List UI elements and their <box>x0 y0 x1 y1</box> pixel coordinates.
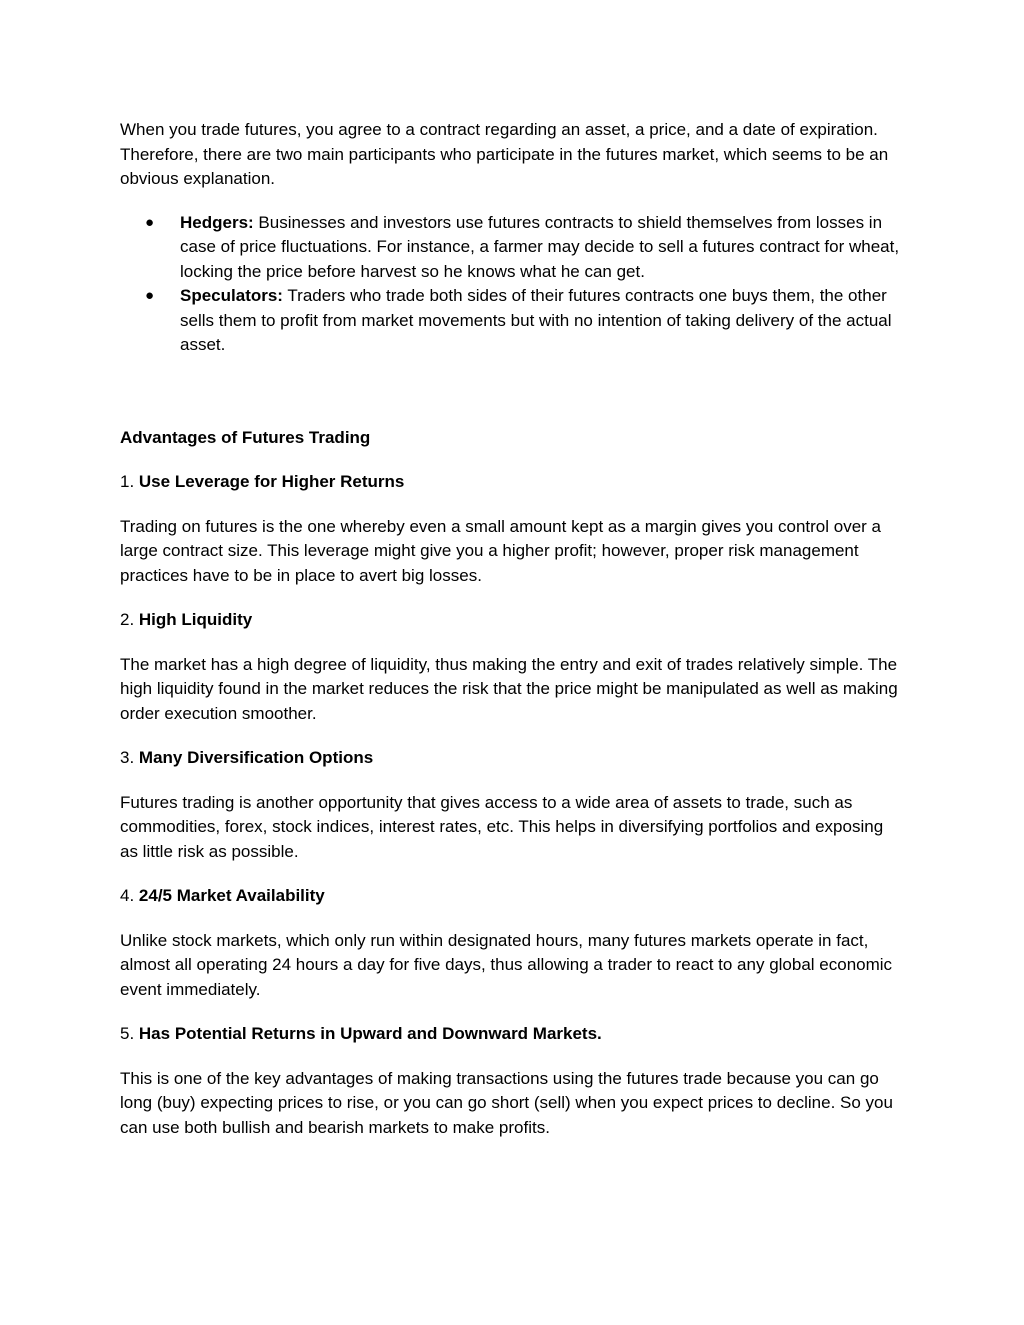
participant-term: Hedgers: <box>180 212 254 232</box>
advantage-body: Futures trading is another opportunity that gives access to a wide area of assets to trade, such as commodities, forex, stock indices, interest rates, etc. This helps in diversifying portfolios and exposing as little risk as possible. <box>120 792 884 861</box>
participant-text: Traders who trade both sides of their futures contracts one buys them, the other sells them to profit from market movements but with no intention of taking delivery of the actual asset. <box>180 286 892 354</box>
advantage-item-4 <box>120 884 904 1002</box>
advantage-number: 4. <box>120 886 139 905</box>
advantage-item-1 <box>120 470 904 588</box>
advantage-body: This is one of the key advantages of making transactions using the futures trade because you can go long (buy) expecting prices to rise, or you can go short (sell) when you expect prices to decline. So you can use both bullish and bearish markets to make profits. <box>120 1068 893 1137</box>
list-item-hedgers <box>120 211 904 285</box>
advantage-number: 5. <box>120 1024 139 1043</box>
bullet-icon: ● <box>145 213 155 231</box>
advantage-heading <box>120 608 904 633</box>
advantage-title: 24/5 Market Availability <box>138 886 325 905</box>
advantage-item-3 <box>120 746 904 864</box>
advantage-heading <box>120 746 904 771</box>
advantage-title: Use Leverage for Higher Returns <box>138 472 405 491</box>
advantage-heading <box>120 1022 904 1047</box>
intro-paragraph: When you trade futures, you agree to a contract regarding an asset, a price, and a date of expiration. Therefore, there are two main participants who participate in the futures market, which seems to be an obvious explanation. <box>120 120 889 188</box>
advantage-body: Trading on futures is the one whereby even a small amount kept as a margin gives you control over a large contract size. This leverage might give you a higher profit; however, proper risk management practices have to be in place to avert big losses. <box>120 516 881 585</box>
participants-list <box>120 211 904 358</box>
bullet-icon: ● <box>145 287 155 304</box>
advantage-title: Many Diversification Options <box>138 748 374 767</box>
list-item-speculators <box>120 284 904 358</box>
advantage-number: 3. <box>120 748 139 767</box>
advantage-body: The market has a high degree of liquidity, thus making the entry and exit of trades relatively simple. The high liquidity found in the market reduces the risk that the price might be manipulated as well as making order execution smoother. <box>120 654 898 723</box>
advantage-body: Unlike stock markets, which only run within designated hours, many futures markets operate in fact, almost all operating 24 hours a day for five days, thus allowing a trader to react to any global economic event immediately. <box>120 930 893 999</box>
advantage-heading <box>120 470 904 495</box>
advantage-title: Has Potential Returns in Upward and Downward Markets. <box>138 1024 602 1043</box>
advantage-number: 1. <box>120 472 139 491</box>
advantage-item-5 <box>120 1022 904 1140</box>
advantage-title: High Liquidity <box>138 610 253 629</box>
advantage-number: 2. <box>120 610 139 629</box>
advantage-item-2 <box>120 608 904 726</box>
participant-term: Speculators: <box>180 286 283 305</box>
section-heading: Advantages of Futures Trading <box>120 427 371 447</box>
advantage-heading <box>120 884 904 909</box>
participant-text: Businesses and investors use futures contracts to shield themselves from losses in case of price fluctuations. For instance, a farmer may decide to sell a futures contract for wheat, locking the price before harvest so he knows what he can get. <box>180 212 900 281</box>
document-page <box>120 118 904 1140</box>
